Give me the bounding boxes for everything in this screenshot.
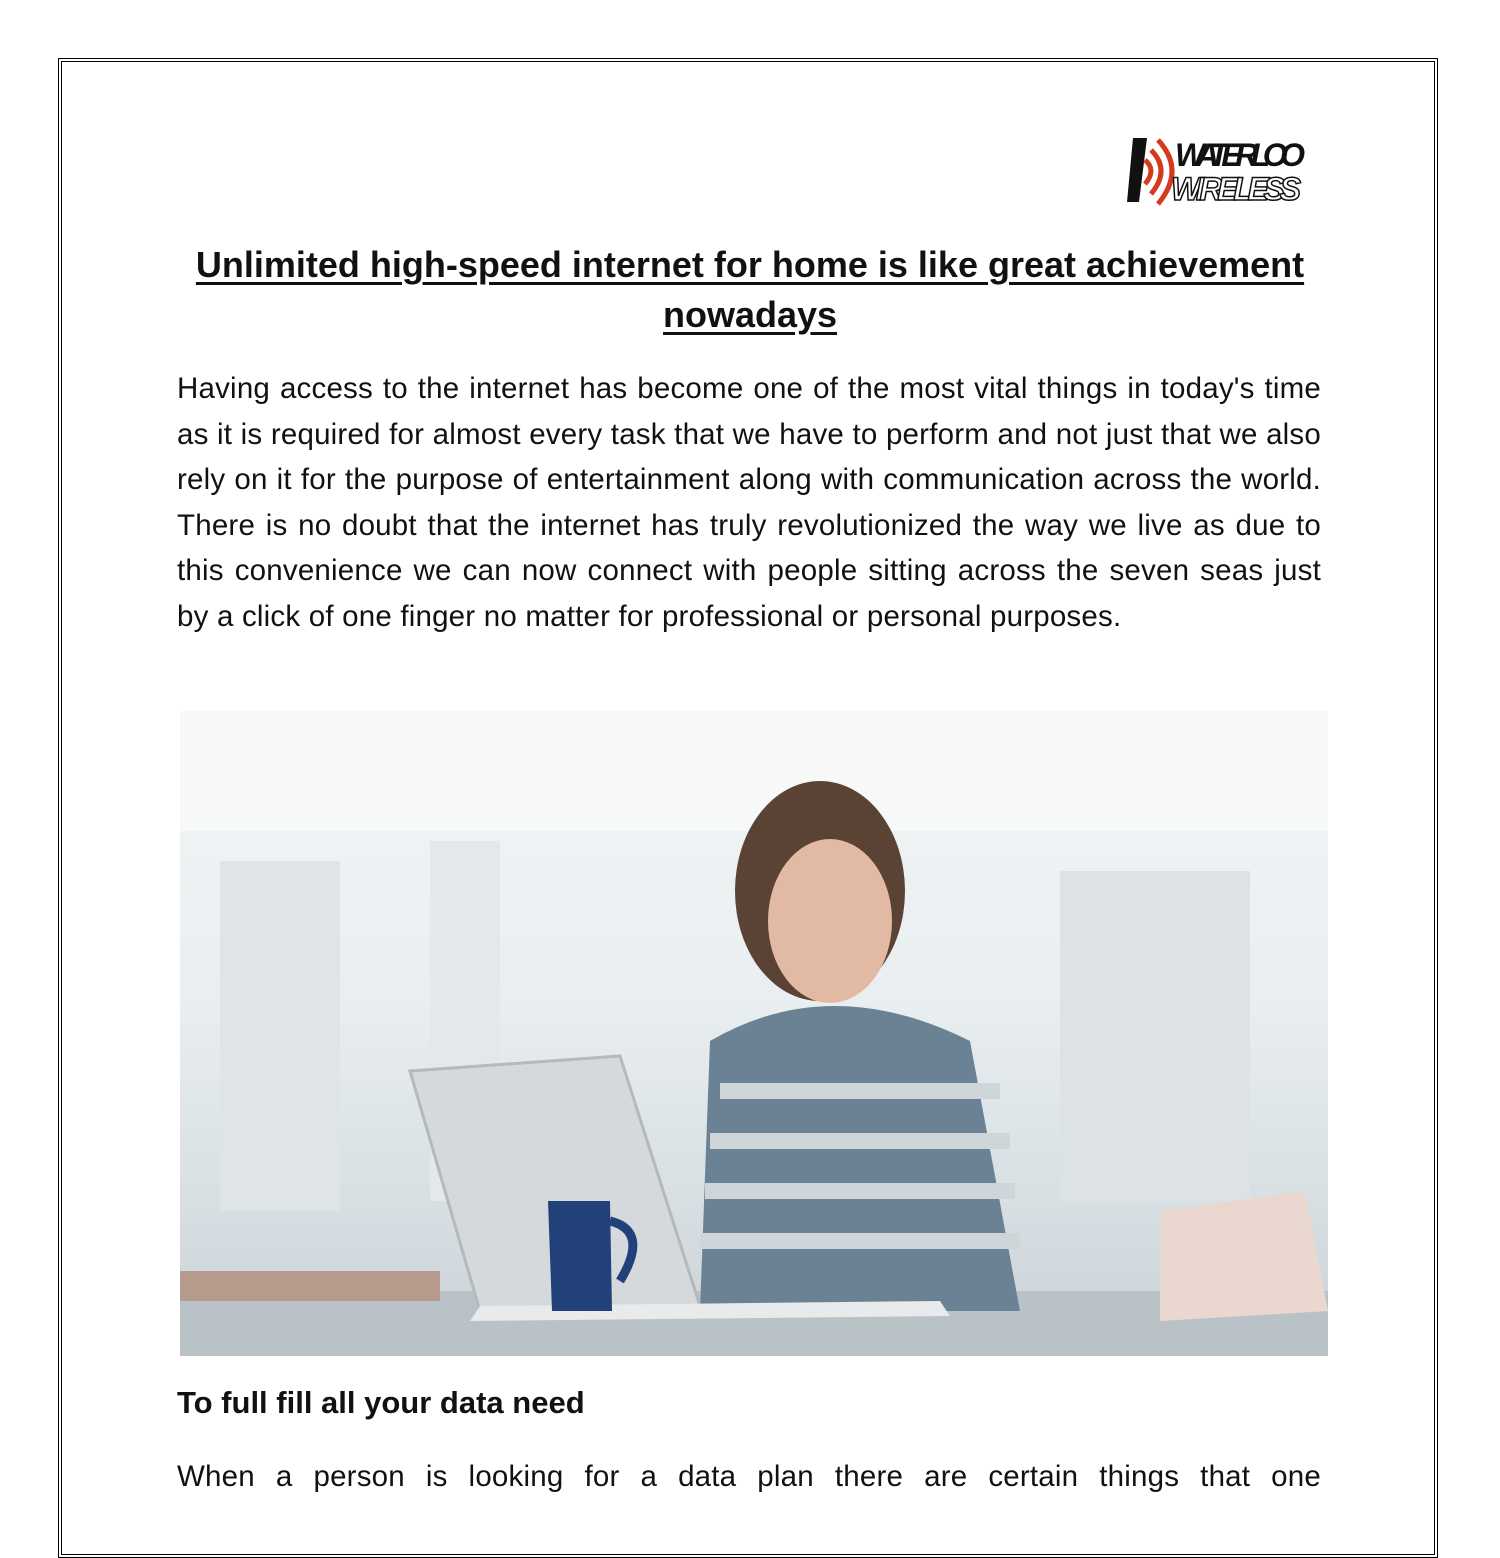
section-paragraph: When a person is looking for a data plan there are certain things that one [177, 1460, 1321, 1493]
section-heading: To full fill all your data need [177, 1385, 585, 1420]
waterloo-wireless-logo [1125, 130, 1310, 210]
intro-paragraph: Having access to the internet has become one of the most vital things in today's time as it is required for almost every task that we have to perform and not just that we also rely on it for the purpose of entertainment along with communication across the world. There is no doubt that the internet has truly revolutionized the way we live as due to this convenience we can now connect with people sitting across the seven seas just by a click of one finger no matter for professional or personal purposes. [177, 372, 1321, 633]
document-title: Unlimited high-speed internet for home is like great achievement nowadays [195, 244, 1305, 335]
woman-using-laptop-photo [180, 711, 1328, 1356]
svg-text:WIRELESS: WIRELESS [1171, 171, 1301, 207]
svg-text:WATERLOO: WATERLOO [1175, 137, 1305, 173]
